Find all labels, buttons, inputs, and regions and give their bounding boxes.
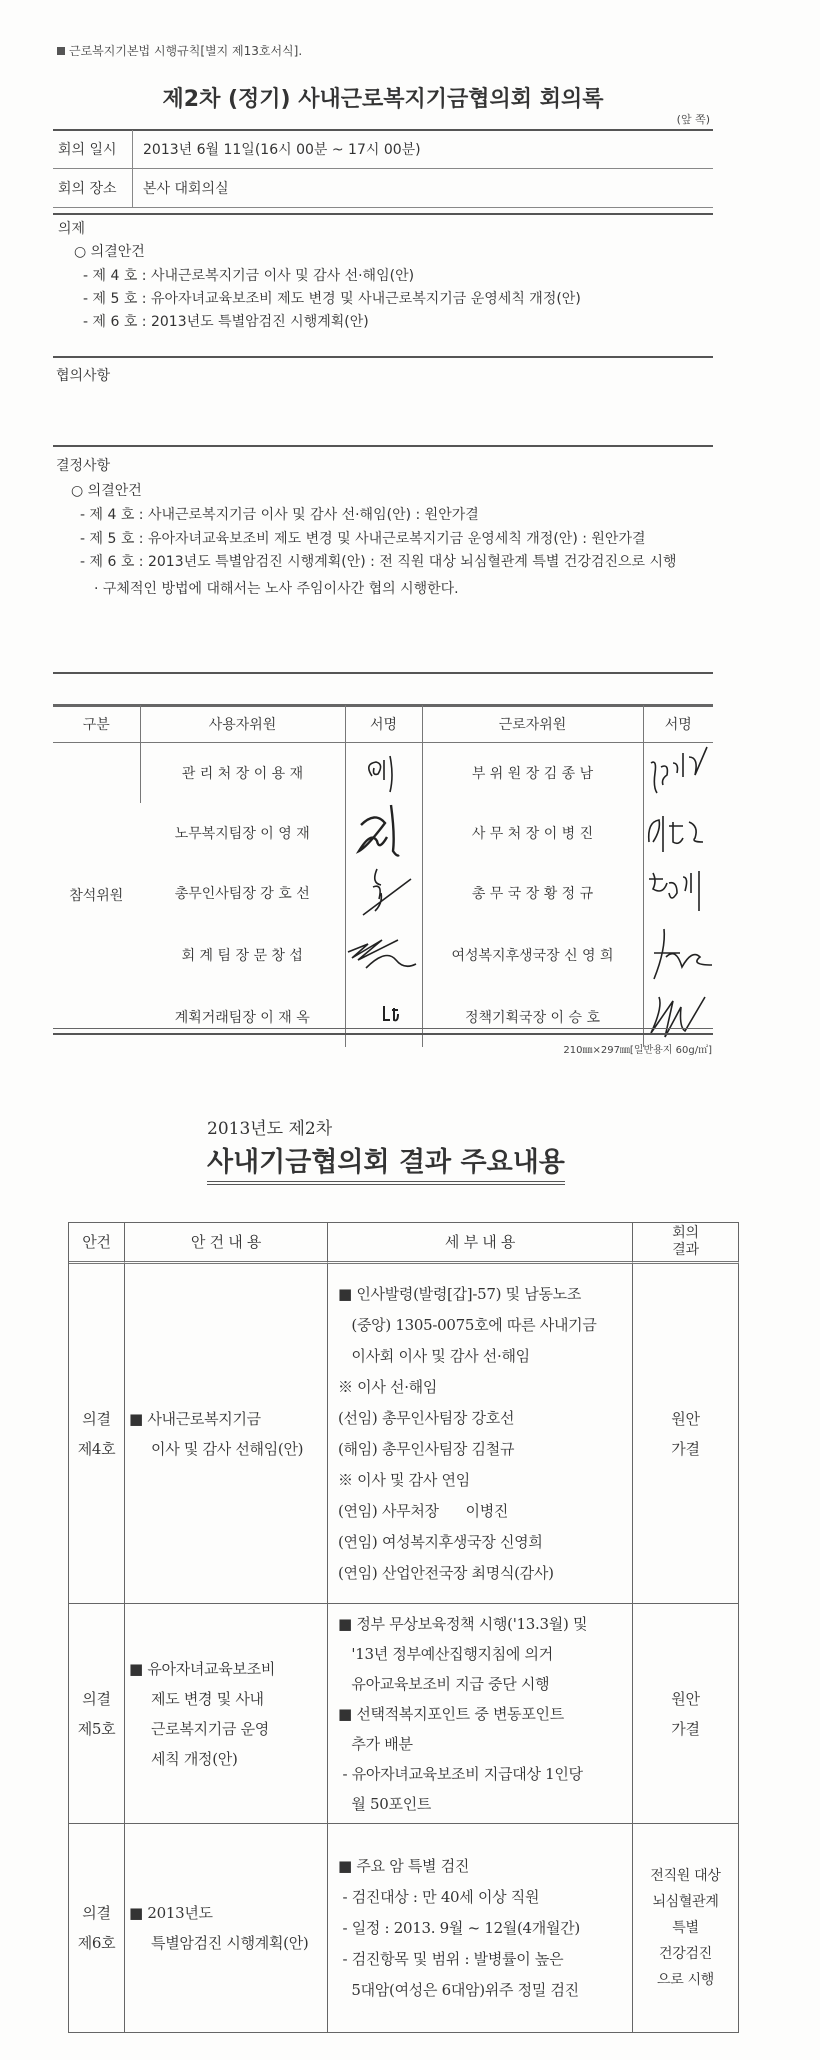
result-line: 가결 (671, 1719, 700, 1738)
result-line: 원안 (671, 1409, 700, 1428)
header-result: 회의 결과 (633, 1223, 739, 1264)
meeting-place-label: 회의 장소 (58, 181, 117, 197)
agenda-item: - 제 5 호 : 유아자녀교육보조비 제도 변경 및 사내근로복지기금 운영세칙 개정(안) (83, 291, 581, 307)
divider (53, 129, 713, 131)
content-line: 특별암검진 시행계획(안) (151, 1934, 309, 1952)
signature-image (346, 928, 422, 978)
header-agenda: 안건 (69, 1223, 125, 1264)
employer-member: 계획거래팀장 이 재 옥 (174, 1010, 310, 1026)
detail-line: (해임) 총무인사팀장 김철규 (338, 1439, 515, 1458)
table-row (53, 923, 713, 987)
header-signature: 서명 (643, 705, 713, 743)
divider (53, 1028, 713, 1029)
detail-line: (선임) 총무인사팀장 강호선 (338, 1408, 515, 1427)
agenda-no-line: 의결 (82, 1689, 111, 1708)
content-line: ■ 2013년도 (129, 1904, 213, 1922)
content-line: 세칙 개정(안) (151, 1749, 238, 1768)
detail-line: - 유아자녀교육보조비 지급대상 1인당 (338, 1764, 583, 1783)
form-note-text: 근로복지기본법 시행규칙[별지 제13호서식]. (69, 44, 303, 58)
result-line: 전직원 대상 (650, 1868, 721, 1884)
header-category: 구분 (53, 705, 140, 743)
table-row (53, 863, 713, 923)
page-title: 제2차 (정기) 사내근로복지기금협의회 회의록 (162, 87, 604, 112)
employer-member: 관 리 처 장 이 용 재 (140, 743, 345, 804)
signature-image (351, 863, 417, 919)
worker-member: 여성복지후생국장 신 영 희 (422, 923, 643, 987)
table-row (53, 743, 713, 804)
result-line: 뇌심혈관계 (652, 1894, 719, 1910)
signature (345, 987, 422, 1047)
table-row (53, 803, 713, 863)
signature-image (364, 1000, 404, 1030)
agenda-no (69, 1264, 125, 1604)
detail-line: ※ 이사 선·해임 (338, 1377, 438, 1396)
divider (53, 168, 713, 169)
agenda-no-line: 제5호 (77, 1719, 116, 1738)
signature (345, 803, 422, 863)
signature-image (644, 923, 714, 983)
result-line: 원안 (671, 1689, 700, 1708)
agenda-content (125, 1824, 328, 2033)
results-title: 사내기금협의회 결과 주요내용 (207, 1140, 565, 1185)
detail-line: ■ 정부 무상보육정책 시행('13.3월) 및 (338, 1614, 588, 1633)
table-header (53, 705, 713, 743)
page-side: (앞 쪽) (676, 113, 710, 126)
agenda-group: ○ 의결안건 (74, 244, 145, 260)
details (328, 1604, 633, 1824)
detail-line: - 일정 : 2013. 9월 ~ 12월(4개월간) (338, 1918, 580, 1937)
signature (643, 923, 713, 987)
details (328, 1264, 633, 1604)
result-line: 가결 (671, 1439, 700, 1458)
agenda-content (125, 1264, 328, 1604)
form-note (57, 42, 302, 59)
square-bullet-icon (57, 47, 65, 55)
detail-line: - 검진항목 및 범위 : 발병률이 높은 (338, 1949, 564, 1968)
signature-image (351, 803, 417, 859)
agenda-no (69, 1824, 125, 2033)
detail-line: - 검진대상 : 만 40세 이상 직원 (338, 1887, 540, 1906)
meeting-place: 본사 대회의실 (143, 181, 229, 197)
detail-line: ■ 인사발령(발령[갑]-57) 및 남동노조 (338, 1284, 582, 1303)
signature-image (645, 806, 711, 856)
employer-member: 총무인사팀장 강 호 선 (174, 886, 310, 902)
signature (643, 863, 713, 923)
header-employer: 사용자위원 (140, 705, 345, 743)
agenda-no-line: 의결 (82, 1904, 111, 1922)
detail-line: (연임) 여성복지후생국장 신영희 (338, 1532, 543, 1551)
signature-image (645, 743, 711, 799)
header-details: 세 부 내 용 (328, 1223, 633, 1264)
signature (345, 863, 422, 923)
agenda-no-line: 제6호 (77, 1934, 116, 1952)
result (633, 1824, 739, 2033)
attendance-table (53, 705, 713, 1047)
signature (345, 923, 422, 987)
divider (53, 207, 713, 208)
agenda-item: - 제 6 호 : 2013년도 특별암검진 시행계획(안) (83, 314, 369, 330)
detail-line: 추가 배분 (338, 1734, 413, 1753)
result-line: 으로 시행 (656, 1972, 715, 1988)
detail-line: (연임) 산업안전국장 최명식(감사) (338, 1563, 554, 1582)
detail-line: ■ 선택적복지포인트 중 변동포인트 (338, 1704, 564, 1723)
detail-line: 이사회 이사 및 감사 선·해임 (338, 1346, 530, 1365)
signature (643, 743, 713, 804)
divider (53, 445, 713, 447)
discussion-heading: 협의사항 (56, 368, 111, 384)
detail-line: (중앙) 1305-0075호에 따른 사내기금 (338, 1315, 597, 1334)
header-signature: 서명 (345, 705, 422, 743)
agenda-no-line: 제4호 (77, 1439, 116, 1458)
content-line: 이사 및 감사 선해임(안) (151, 1439, 304, 1458)
table-row (53, 987, 713, 1047)
decisions-group: ○ 의결안건 (71, 483, 142, 499)
signature-image (645, 863, 711, 919)
divider (53, 1033, 713, 1035)
detail-line: '13년 정부예산집행지침에 의거 (338, 1644, 553, 1663)
details (328, 1824, 633, 2033)
detail-line: 유아교육보조비 지급 중단 시행 (338, 1674, 550, 1693)
result-line: 특별 (672, 1920, 699, 1936)
signature (643, 803, 713, 863)
content-line: 근로복지기금 운영 (151, 1719, 269, 1738)
content-line: ■ 사내근로복지기금 (129, 1409, 261, 1428)
signature-image (354, 746, 414, 796)
decision-item: - 제 6 호 : 2013년도 특별암검진 시행계획(안) : 전 직원 대상 뇌심혈관계 특별 건강검진으로 시행 (80, 554, 677, 570)
subtitle: 2013년도 제2차 (207, 1119, 333, 1139)
detail-line: 월 50포인트 (338, 1794, 432, 1813)
header-worker: 근로자위원 (422, 705, 643, 743)
decision-item: - 제 5 호 : 유아자녀교육보조비 제도 변경 및 사내근로복지기금 운영세칙 개정(안) : 원안가결 (80, 531, 646, 547)
employer-member: 회 계 팀 장 문 창 섭 (181, 948, 303, 964)
detail-line: ■ 주요 암 특별 검진 (338, 1856, 470, 1875)
signature (643, 987, 713, 1047)
employer-member: 노무복지팀장 이 영 재 (174, 826, 310, 842)
meeting-date: 2013년 6월 11일(16시 00분 ~ 17시 00분) (143, 142, 421, 158)
detail-line: (연임) 사무처장 이병진 (338, 1501, 509, 1520)
worker-member: 부 위 원 장 김 종 남 (422, 743, 643, 804)
category-cell: 참석위원 (69, 888, 124, 904)
detail-line: 5대암(여성은 6대암)위주 정밀 검진 (338, 1980, 579, 1999)
result (633, 1604, 739, 1824)
worker-member: 사 무 처 장 이 병 진 (422, 803, 643, 863)
decision-item: - 제 4 호 : 사내근로복지기금 이사 및 감사 선·해임(안) : 원안가결 (80, 507, 479, 523)
divider (53, 672, 713, 674)
agenda-content (125, 1604, 328, 1824)
content-line: ■ 유아자녀교육보조비 (129, 1659, 276, 1678)
agenda-no-line: 의결 (82, 1409, 111, 1428)
header-agenda-content: 안 건 내 용 (125, 1223, 328, 1264)
result (633, 1264, 739, 1604)
divider (53, 356, 713, 358)
worker-member: 총 무 국 장 황 정 규 (422, 863, 643, 923)
worker-member: 정책기획국장 이 승 호 (422, 987, 643, 1047)
results-table (68, 1222, 739, 2033)
content-line: 제도 변경 및 사내 (151, 1689, 264, 1708)
agenda-item: - 제 4 호 : 사내근로복지기금 이사 및 감사 선·해임(안) (83, 268, 415, 284)
divider (132, 130, 133, 208)
decision-note: · 구체적인 방법에 대해서는 노사 주임이사간 협의 시행한다. (94, 581, 459, 597)
divider (53, 213, 713, 215)
signature (345, 743, 422, 804)
result-line: 건강검진 (659, 1946, 712, 1962)
detail-line: ※ 이사 및 감사 연임 (338, 1470, 470, 1489)
decisions-heading: 결정사항 (56, 458, 111, 474)
meeting-date-label: 회의 일시 (58, 142, 117, 158)
paper-note: 210㎜×297㎜[일반용지 60g/㎡] (563, 1045, 712, 1056)
agenda-no (69, 1604, 125, 1824)
agenda-heading: 의제 (58, 221, 86, 237)
